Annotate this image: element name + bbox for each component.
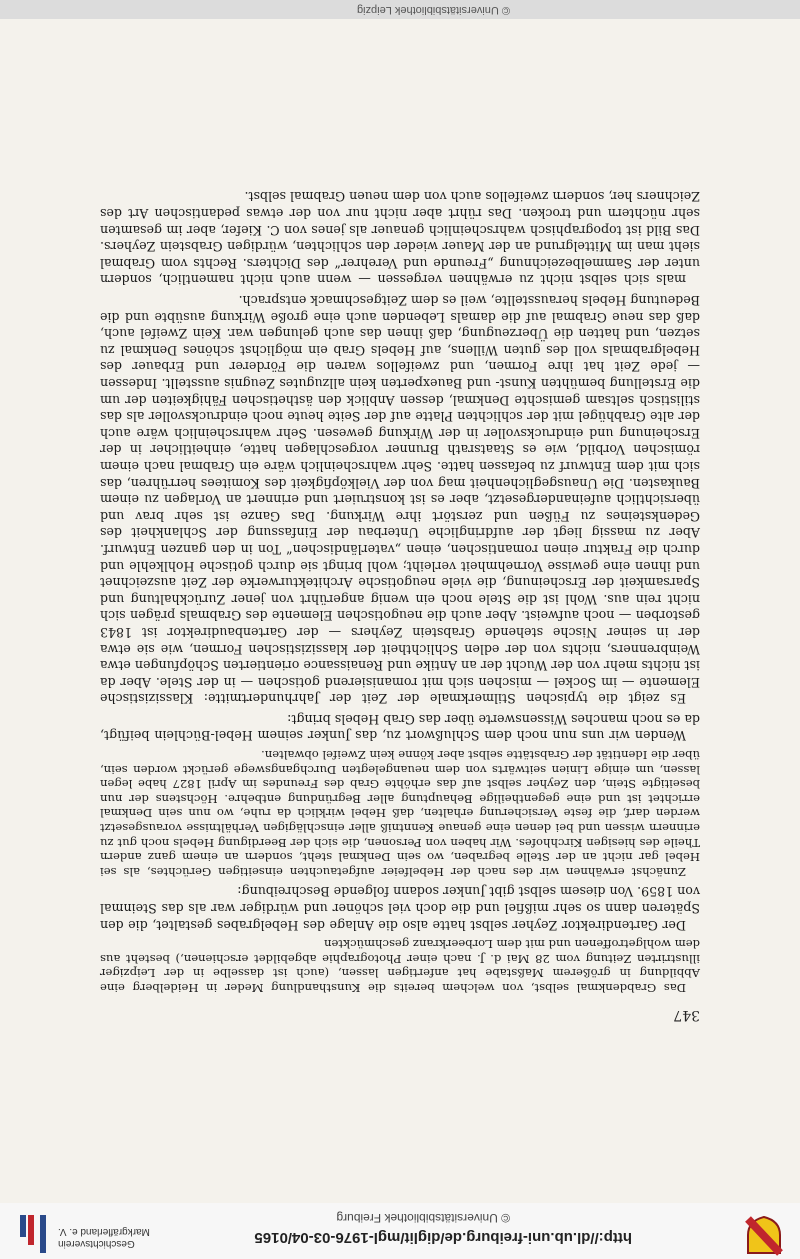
scanned-page (0, 19, 800, 1203)
page-number: 347 (673, 1007, 700, 1023)
footer-credit: © Universitätsbibliothek Leipzig (356, 4, 510, 16)
document-url[interactable]: http://dl.ub.uni-freiburg.de/diglit/mgl-1976-03-04/0165 (254, 1229, 632, 1246)
coat-of-arms-icon (744, 1203, 784, 1259)
paragraph-1: mals sich selbst nicht zu erwähnen vergessen — wenn auch nicht namentlich, sondern unter der Sammelbezeichnung „Freunde und Verehrer“ des Dichters. Rechts vom Grabmal sieht man im Mittelgrund an der Mauer wieder den schlichten, würdigen Grabstein Zeyhers. Das Bild ist topographisch wahrscheinlich genauer als jenes von C. Kiefer, aber im gesamten sehr nüchtern und trocken. Das rührt aber nicht nur von der etwas pedantischen Art des Zeichners her, sondern zweifellos auch von dem neuen Grabmal selbst. (100, 189, 700, 288)
paragraph-after: Der Gartendirektor Zeyher selbst hatte also die Anlage des Hebelgrabes gestaltet, die den Späteren dann so sehr mißfiel und die doch viel schöner und würdiger war als das Steinmal von 1859. Von diesem selbst gibt Junker sodann folgende Beschreibung: (100, 884, 700, 933)
note-paragraph-1: Zunächst erwähnen wir des nach der Hebelfeier aufgetauchten einseitigen Gerüchtes, als sei Hebel gar nicht an der Stelle begraben, wo sein Denkmal steht, sondern an einem ganz andern Theile des hiesigen Kirchhofes. Wir haben von Personen, die sich der Beerdigung Hebels noch gut zu erinnern wissen und bei denen eine genaue Kenntniß aller einschlägigen Verhältnisse vorausgesetzt werden darf, die feste Versicherung erhalten, daß Hebel wirklich da ruhe, wo nun sein Denkmal errichtet ist und eine gegentheilige Behauptung aller Begründung entbehre. Höchstens der nun beseitigte Stein, den Zeyher selbst auf das erhöhte Grab des Freundes im April 1827 habe legen lassen, um einige Linien seitwärts von dem neuangelegten Durchgangswege gerückt worden sein, über die Identität der Grabstätte selbst aber könne kein Zweifel obwalten. (100, 748, 700, 879)
paragraph-3: Wenden wir uns nun noch dem Schlußwort zu, das Junker seinem Hebel-Büchlein beifügt, da es noch manches Wissenswerte über das Grab Hebels bringt: (100, 711, 700, 744)
note-paragraph-2: Das Grabdenkmal selbst, von welchem bereits die Kunsthandlung Meder in Heidelberg eine Abbildung in größerem Maßstabe hat anfertigen lassen, (auch ist dasselbe in der Leipziger illustrirten Zeitung vom 28 Mai d. J. nach einer Photographie abgebildet erschienen,) besteht aus dem wohlgetroffenen und mit dem Lorbeerkranz geschmückten (100, 937, 700, 995)
page-body (100, 184, 700, 995)
viewer-footer (0, 0, 800, 19)
library-credit: © Universitätsbibliothek Freiburg (336, 1211, 510, 1225)
ub-logo-icon (12, 1215, 56, 1253)
paragraph-2: Es zeigt die typischen Stilmerkmale der Zeit der Jahrhundertmitte: Klassizistische Elemente — im Sockel — mischen sich mit romanisierend gotischen — in der Stele. Aber da ist nichts mehr von der Wucht der an Antike und Renaissance orientierten Schöpfungen etwa Weinbrenners, nichts von der edlen Schlichtheit der klassizistischen Formen, wie sie etwa der in seiner Nische stehende Grabstein Zeyhers — der Gartenbaudirektor ist 1843 gestorben — noch aufweist. Aber auch die neugotischen Elemente des Grabmals prägen sich nicht rein aus. Wohl ist die Stele noch ein wenig angerührt von jener Zurückhaltung und Sparsamkeit der Erscheinung, die viele neugotische Architekturwerke der Zeit auszeichnet und ihnen eine gewisse Vornehmheit verleiht; wohl bringt sie durch gotische Hohlkehle und durch die Fraktur einen romantischen, einen „vaterländischen“ Ton in den ganzen Entwurf. Aber zu massig liegt der aufdringliche Unterbau der Einfassung der Schlankheit des Gedenksteines zu Füßen und zerstört ihre Wirkung. Das Ganze ist sehr brav und übersichtlich aufeinandergesetzt, aber es ist konstruiert und erinnert an Vorlagen zu einem Baukasten. Die Unausgeglichenheit mag von der Vielköpfigkeit des Komitees herrühren, das sich mit dem Entwurf zu befassen hatte. Sehr wahrscheinlich wäre ein Grabmal nach einem römischen Vorbild, wie es Staatsrath Brunner vorgeschlagen hatte, einheitlicher in der Erscheinung und eindrucksvoller in der Wirkung gewesen. Sehr wahrscheinlich wäre auch der alte Grabhügel mit der schlichten Platte auf der Seite heute noch eindrucksvoller als das stilistisch seltsam gemischte Denkmal, dessen Anblick den ästhetischen Fähigkeiten der um die Erstellung bemühten Kunst- und Bauexperten kein allzugutes Zeugnis ausstellt. Indessen — jede Zeit hat ihre Formen, und zweifellos waren die Förderer und Erbauer des Hebelgrabmals voll des guten Willens, auf Hebels Grab ein möglichst schönes Denkmal zu setzen, und hatten die Überzeugung, daß ihnen das auch gelungen war. Kein Zweifel auch, daß das neue Grabmal auf die damals Lebenden auch eine große Wirkung ausübte und die Bedeutung Hebels herausstellte, weil es dem Zeitgeschmack entsprach. (100, 293, 700, 707)
viewer-header (0, 1202, 800, 1259)
org-name: Geschichtsverein Markgräflerland e. V. (58, 1226, 150, 1249)
